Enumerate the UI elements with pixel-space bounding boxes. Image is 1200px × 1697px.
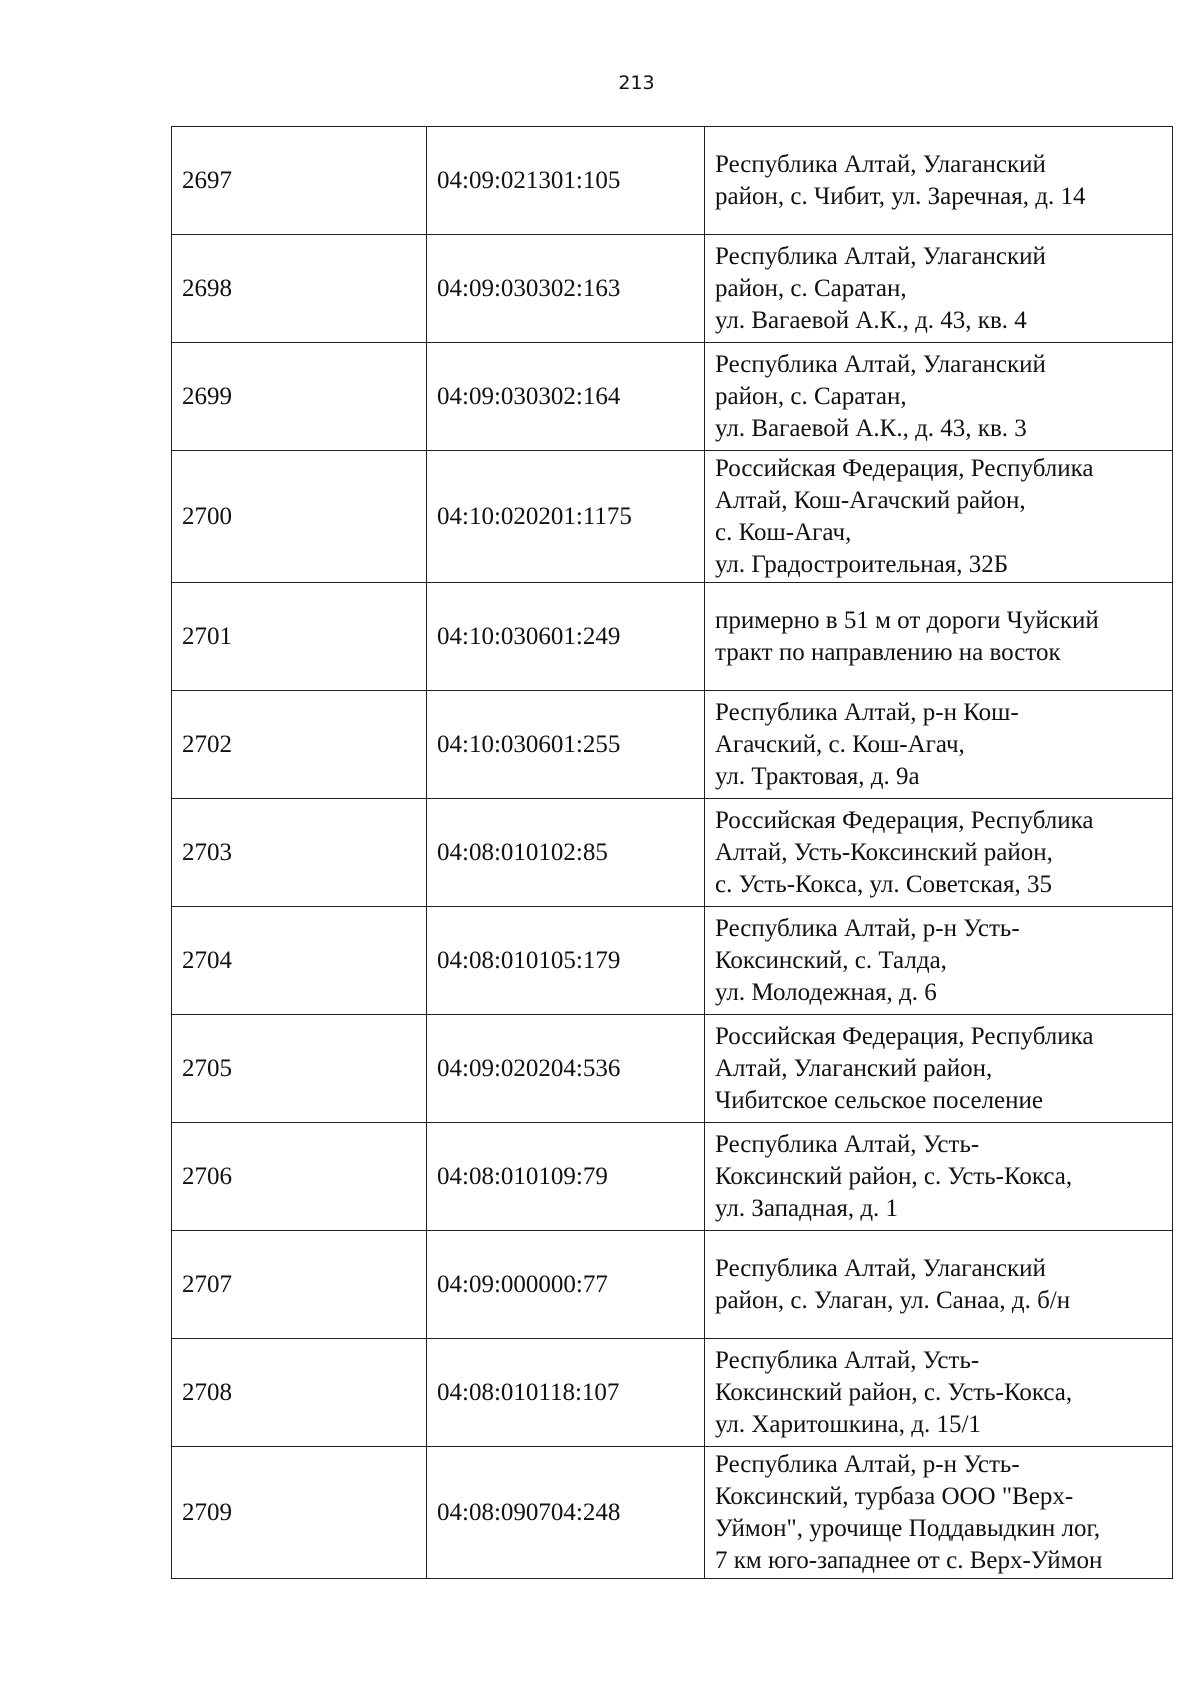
- table-row: [172, 1231, 1173, 1339]
- address-line: Алтай, Кош-Агачский район,: [715, 486, 1026, 514]
- address-cell: [705, 907, 1173, 1015]
- table-row: [172, 127, 1173, 235]
- address-line: ул. Западная, д. 1: [715, 1194, 899, 1222]
- address-line: Алтай, Улаганский район,: [715, 1054, 993, 1082]
- address-line: ул. Градостроительная, 32Б: [715, 550, 1009, 578]
- address-cell: [705, 1447, 1173, 1579]
- cadastral-number-cell: 04:08:010105:179: [427, 907, 705, 1015]
- address-line: Коксинский район, с. Усть-Кокса,: [715, 1162, 1073, 1190]
- page-number: 213: [618, 72, 655, 94]
- table-row: [172, 799, 1173, 907]
- address-line: Республика Алтай, р-н Кош-: [715, 698, 1019, 726]
- address-cell: [705, 343, 1173, 451]
- address-cell: [705, 235, 1173, 343]
- table-row: [172, 1123, 1173, 1231]
- address-line: Уймон", урочище Поддавыдкин лог,: [715, 1514, 1101, 1542]
- registry-table-body: [172, 127, 1173, 1579]
- address-line: Коксинский район, с. Усть-Кокса,: [715, 1378, 1073, 1406]
- address-line: примерно в 51 м от дороги Чуйский: [715, 606, 1099, 634]
- table-row: [172, 235, 1173, 343]
- table-row: [172, 907, 1173, 1015]
- address-line: район, с. Саратан,: [715, 274, 907, 302]
- address-line: Алтай, Усть-Коксинский район,: [715, 838, 1053, 866]
- address-line: Коксинский, с. Талда,: [715, 946, 947, 974]
- row-number-cell: 2708: [172, 1339, 427, 1447]
- address-line: Российская Федерация, Республика: [715, 454, 1094, 482]
- address-line: район, с. Чибит, ул. Заречная, д. 14: [715, 182, 1086, 210]
- address-line: ул. Молодежная, д. 6: [715, 978, 937, 1006]
- address-cell: [705, 1339, 1173, 1447]
- address-cell: [705, 799, 1173, 907]
- address-cell: [705, 127, 1173, 235]
- cadastral-number-cell: 04:10:030601:255: [427, 691, 705, 799]
- address-line: район, с. Улаган, ул. Санаа, д. б/н: [715, 1286, 1071, 1314]
- table-row: [172, 1015, 1173, 1123]
- address-line: с. Усть-Кокса, ул. Советская, 35: [715, 870, 1052, 898]
- table-row: [172, 1447, 1173, 1579]
- address-line: Российская Федерация, Республика: [715, 806, 1094, 834]
- row-number-cell: 2706: [172, 1123, 427, 1231]
- address-cell: [705, 451, 1173, 583]
- cadastral-number-cell: 04:10:020201:1175: [427, 451, 705, 583]
- address-line: ул. Харитошкина, д. 15/1: [715, 1410, 981, 1438]
- table-row: [172, 451, 1173, 583]
- row-number-cell: 2707: [172, 1231, 427, 1339]
- row-number-cell: 2705: [172, 1015, 427, 1123]
- row-number-cell: 2698: [172, 235, 427, 343]
- address-line: район, с. Саратан,: [715, 382, 907, 410]
- table-row: [172, 583, 1173, 691]
- row-number-cell: 2699: [172, 343, 427, 451]
- row-number-cell: 2700: [172, 451, 427, 583]
- row-number-cell: 2704: [172, 907, 427, 1015]
- row-number-cell: 2703: [172, 799, 427, 907]
- address-cell: [705, 1015, 1173, 1123]
- address-cell: [705, 583, 1173, 691]
- address-line: Российская Федерация, Республика: [715, 1022, 1094, 1050]
- cadastral-number-cell: 04:09:030302:164: [427, 343, 705, 451]
- address-line: Республика Алтай, Усть-: [715, 1346, 980, 1374]
- registry-table: [171, 126, 1173, 1579]
- cadastral-number-cell: 04:09:000000:77: [427, 1231, 705, 1339]
- address-line: ул. Трактовая, д. 9а: [715, 762, 920, 790]
- address-cell: [705, 1231, 1173, 1339]
- address-line: Республика Алтай, Улаганский: [715, 1254, 1046, 1282]
- row-number-cell: 2709: [172, 1447, 427, 1579]
- table-row: [172, 1339, 1173, 1447]
- address-line: ул. Вагаевой А.К., д. 43, кв. 3: [715, 414, 1027, 442]
- cadastral-number-cell: 04:10:030601:249: [427, 583, 705, 691]
- cadastral-number-cell: 04:09:021301:105: [427, 127, 705, 235]
- address-line: с. Кош-Агач,: [715, 518, 852, 546]
- address-line: 7 км юго-западнее от с. Верх-Уймон: [715, 1546, 1103, 1574]
- address-line: ул. Вагаевой А.К., д. 43, кв. 4: [715, 306, 1027, 334]
- cadastral-number-cell: 04:09:020204:536: [427, 1015, 705, 1123]
- cadastral-number-cell: 04:08:010118:107: [427, 1339, 705, 1447]
- row-number-cell: 2697: [172, 127, 427, 235]
- address-line: Республика Алтай, р-н Усть-: [715, 1450, 1020, 1478]
- address-line: Агачский, с. Кош-Агач,: [715, 730, 965, 758]
- cadastral-number-cell: 04:08:010102:85: [427, 799, 705, 907]
- table-row: [172, 691, 1173, 799]
- cadastral-number-cell: 04:08:090704:248: [427, 1447, 705, 1579]
- cadastral-number-cell: 04:08:010109:79: [427, 1123, 705, 1231]
- address-line: Республика Алтай, Улаганский: [715, 150, 1046, 178]
- address-line: Республика Алтай, Улаганский: [715, 242, 1046, 270]
- address-line: Республика Алтай, Усть-: [715, 1130, 980, 1158]
- address-cell: [705, 691, 1173, 799]
- address-line: Коксинский, турбаза ООО "Верх-: [715, 1482, 1074, 1510]
- address-line: Чибитское сельское поселение: [715, 1086, 1044, 1114]
- address-line: тракт по направлению на восток: [715, 638, 1061, 666]
- address-line: Республика Алтай, р-н Усть-: [715, 914, 1020, 942]
- row-number-cell: 2702: [172, 691, 427, 799]
- row-number-cell: 2701: [172, 583, 427, 691]
- address-cell: [705, 1123, 1173, 1231]
- cadastral-number-cell: 04:09:030302:163: [427, 235, 705, 343]
- table-row: [172, 343, 1173, 451]
- address-line: Республика Алтай, Улаганский: [715, 350, 1046, 378]
